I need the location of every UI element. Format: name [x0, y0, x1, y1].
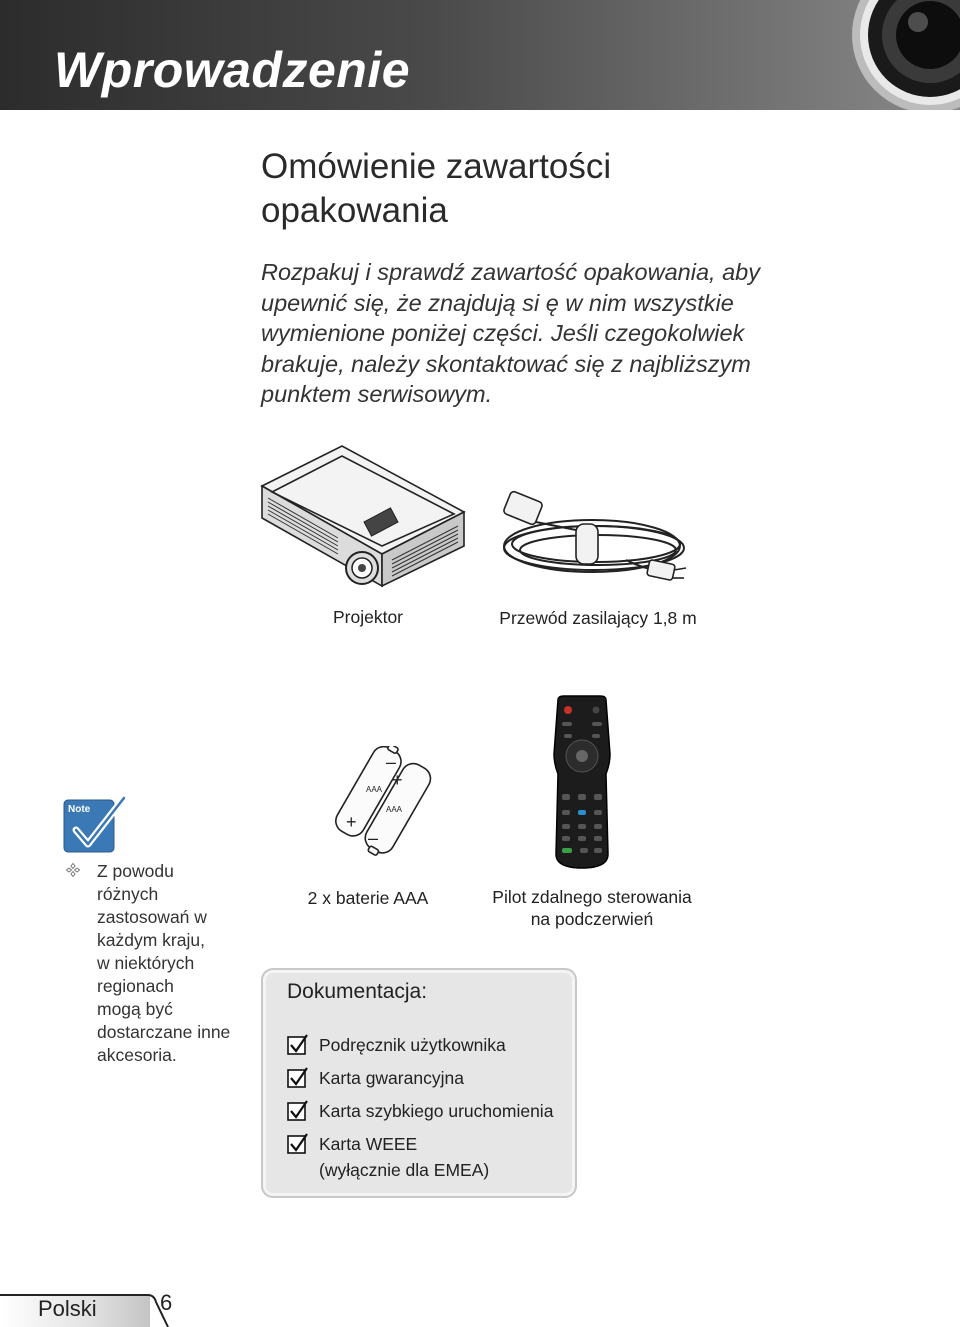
- svg-text:–: –: [386, 752, 397, 772]
- section-title-line: opakowania: [261, 191, 448, 230]
- diamond-bullet-icon: [66, 863, 80, 877]
- projector-caption: Projektor: [332, 607, 404, 627]
- note-line: w niektórych: [97, 953, 195, 973]
- doc-item-label: Karta gwarancyjna: [319, 1068, 464, 1088]
- intro-line: punktem serwisowym.: [261, 381, 493, 407]
- note-text: [97, 860, 247, 1067]
- page-number: 6: [160, 1290, 173, 1315]
- documentation-title: Dokumentacja:: [287, 980, 428, 1003]
- power-cord-illustration: [496, 488, 696, 592]
- svg-text:+: +: [392, 770, 403, 790]
- remote-caption: [470, 886, 714, 930]
- note-line: zastosowań w: [97, 907, 207, 927]
- checkbox-checked-icon: [287, 1067, 309, 1089]
- note-line: dostarczane inne: [97, 1022, 231, 1042]
- svg-text:AAA: AAA: [366, 785, 383, 794]
- projector-illustration: [258, 442, 470, 592]
- svg-text:Note: Note: [68, 804, 91, 815]
- section-title-line: Omówienie zawartości: [261, 147, 612, 186]
- note-line: Z powodu: [97, 861, 174, 881]
- note-icon: [62, 794, 130, 856]
- svg-text:AAA: AAA: [386, 805, 403, 814]
- intro-line: upewnić się, że znajdują si ę w nim wszystkie: [261, 289, 734, 316]
- svg-text:+: +: [346, 812, 357, 832]
- remote-caption-line: Pilot zdalnego sterowania: [492, 887, 692, 907]
- intro-line: wymienione poniżej części. Jeśli czegokolwiek: [261, 320, 745, 346]
- intro-line: brakuje, należy skontaktować się z najbliższym: [261, 350, 751, 377]
- remote-caption-line: na podczerwień: [530, 909, 654, 929]
- power-cord-caption: Przewód zasilający 1,8 m: [499, 608, 697, 628]
- header-band: [0, 0, 960, 110]
- intro-line: Rozpakuj i sprawdź zawartość opakowania, aby: [261, 259, 760, 285]
- batteries-caption: 2 x baterie AAA: [307, 888, 429, 908]
- note-line: akcesoria.: [97, 1045, 177, 1065]
- doc-item-sublabel: (wyłącznie dla EMEA): [319, 1160, 490, 1180]
- batteries-illustration: [328, 746, 438, 858]
- doc-item-label: Karta szybkiego uruchomienia: [319, 1101, 554, 1121]
- note-line: mogą być: [97, 999, 173, 1019]
- intro-paragraph: [261, 257, 821, 410]
- svg-text:–: –: [368, 828, 379, 848]
- doc-item-label: Karta WEEE: [319, 1134, 418, 1154]
- note-line: regionach: [97, 976, 174, 996]
- section-title: [261, 145, 821, 233]
- note-line: każdym kraju,: [97, 930, 205, 950]
- checkbox-checked-icon: [287, 1133, 309, 1155]
- checkbox-checked-icon: [287, 1100, 309, 1122]
- note-line: różnych: [97, 884, 159, 904]
- lens-decoration: [820, 0, 960, 110]
- chapter-title: Wprowadzenie: [54, 42, 411, 98]
- doc-item-label: Podręcznik użytkownika: [319, 1035, 506, 1055]
- remote-illustration: [552, 694, 612, 870]
- documentation-box: [261, 968, 577, 1198]
- checkbox-checked-icon: [287, 1034, 309, 1056]
- footer-language: Polski: [38, 1296, 97, 1321]
